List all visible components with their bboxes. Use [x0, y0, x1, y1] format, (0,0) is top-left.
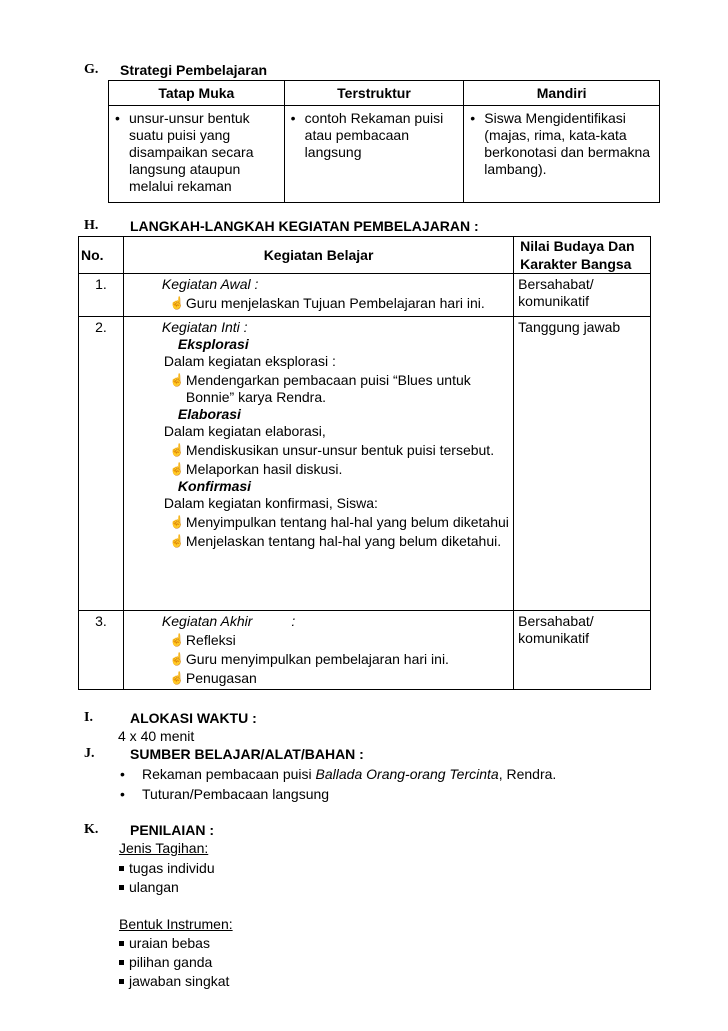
kegiatan-awal-title: Kegiatan Awal : [161, 276, 259, 292]
jenis-tagihan-label: Jenis Tagihan: [119, 840, 209, 856]
cell-text: Siswa Mengidentifikasi (majas, rima, kata-kata berkonotasi dan bermakna lambang). [484, 110, 651, 177]
section-j-title: SUMBER BELAJAR/ALAT/BAHAN : [130, 746, 364, 762]
pointing-hand-icon: ☝ [169, 534, 185, 548]
sub-marker-icon [164, 478, 178, 495]
bullet-icon: • [120, 786, 125, 802]
nilai-cell: Tanggung jawab [514, 317, 651, 611]
sumber-item-suffix: , Rendra. [498, 766, 557, 782]
list-item: Mendengarkan pembacaan puisi “Blues untuk Bonnie” karya Rendra. [185, 372, 471, 405]
header-nilai: Nilai Budaya Dan Karakter Bangsa [514, 237, 651, 274]
nilai-cell: Bersahabat/ komunikatif [514, 611, 651, 690]
cell-terstruktur [284, 106, 464, 203]
section-h-letter: H. [84, 218, 99, 233]
list-item: Menyimpulkan tentang hal-hal yang belum diketahui [185, 514, 509, 530]
table-row [79, 274, 651, 317]
pointing-hand-icon: ☝ [169, 373, 185, 387]
kegiatan-inti-title: Kegiatan Inti : [161, 319, 248, 335]
elaborasi-intro: Dalam kegiatan elaborasi, [163, 423, 326, 439]
list-item-text: uraian bebas [129, 935, 210, 951]
square-bullet-icon [119, 960, 124, 965]
pointing-hand-icon: ☝ [169, 443, 185, 457]
eksplorasi-label: Eksplorasi [177, 336, 249, 352]
kegiatan-akhir-title: Kegiatan Akhir : [161, 613, 296, 629]
pointing-hand-icon: ☝ [169, 671, 185, 685]
konfirmasi-intro: Dalam kegiatan konfirmasi, Siswa: [163, 495, 378, 511]
strategy-table-row [109, 106, 660, 203]
header-mandiri: Mandiri [464, 81, 660, 106]
bullet-icon: • [290, 110, 296, 126]
section-k-title: PENILAIAN : [130, 822, 214, 838]
sumber-item-text: Tuturan/Pembacaan langsung [142, 786, 330, 802]
list-item [119, 860, 215, 876]
list-item: Guru menjelaskan Tujuan Pembelajaran hari ini. [185, 295, 485, 311]
pointing-hand-icon: ☝ [169, 462, 185, 476]
section-g-title: Strategi Pembelajaran [120, 62, 268, 78]
activities-table-header [79, 237, 651, 274]
sub-marker-icon [164, 406, 178, 423]
sumber-item [120, 786, 329, 802]
list-item: Refleksi [185, 632, 236, 648]
list-item: Mendiskusikan unsur-unsur bentuk puisi tersebut. [185, 442, 495, 458]
section-g-letter: G. [84, 62, 99, 77]
table-row [79, 317, 651, 611]
pointing-hand-icon: ☝ [169, 633, 185, 647]
elaborasi-label: Elaborasi [177, 406, 241, 422]
bullet-icon: • [115, 110, 120, 126]
cell-tatap-muka [109, 106, 285, 203]
cell-text: unsur-unsur bentuk suatu puisi yang disampaikan secara langsung ataupun melalui rekaman [129, 110, 254, 194]
sub-marker-icon [164, 336, 178, 353]
table-row [79, 611, 651, 690]
section-j-letter: J. [84, 746, 95, 761]
list-item: Menjelaskan tentang hal-hal yang belum diketahui. [185, 533, 502, 549]
list-item [119, 954, 212, 970]
nilai-cell: Bersahabat/ komunikatif [514, 274, 651, 317]
list-item-text: jawaban singkat [129, 973, 230, 989]
cell-text: contoh Rekaman puisi atau pembacaan langsung [304, 110, 444, 160]
list-item: Guru menyimpulkan pembelajaran hari ini. [185, 651, 449, 667]
list-item: Penugasan [185, 670, 257, 686]
section-k-letter: K. [84, 822, 99, 837]
section-i-title: ALOKASI WAKTU : [130, 710, 257, 726]
row-number: 1. [79, 274, 124, 317]
bentuk-instrumen-label: Bentuk Instrumen: [119, 916, 233, 932]
list-item-text: pilihan ganda [129, 954, 213, 970]
sumber-item-title: Ballada Orang-orang Tercinta [315, 766, 499, 782]
section-h-title: LANGKAH-LANGKAH KEGIATAN PEMBELAJARAN : [130, 218, 479, 234]
square-bullet-icon [119, 885, 124, 890]
list-item [119, 973, 229, 989]
list-item-text: tugas individu [129, 860, 215, 876]
header-kegiatan: Kegiatan Belajar [123, 237, 513, 274]
kegiatan-cell [123, 317, 513, 611]
list-item [119, 935, 210, 951]
square-bullet-icon [119, 979, 124, 984]
square-bullet-icon [119, 866, 124, 871]
pointing-hand-icon: ☝ [169, 296, 185, 310]
header-terstruktur: Terstruktur [284, 81, 464, 106]
kegiatan-cell [123, 611, 513, 690]
list-item-text: ulangan [129, 879, 179, 895]
cell-mandiri [464, 106, 660, 203]
row-number: 3. [79, 611, 124, 690]
sumber-item-prefix: Rekaman pembacaan puisi [142, 766, 316, 782]
pointing-hand-icon: ☝ [169, 515, 185, 529]
row-number: 2. [79, 317, 124, 611]
pointing-hand-icon: ☝ [169, 652, 185, 666]
sumber-item [120, 766, 556, 782]
bullet-icon: • [120, 766, 125, 782]
activities-table [78, 236, 651, 690]
section-i-letter: I. [84, 710, 93, 725]
konfirmasi-label: Konfirmasi [177, 478, 252, 494]
header-no: No. [79, 237, 124, 274]
strategy-table-header [109, 81, 660, 106]
square-bullet-icon [119, 941, 124, 946]
kegiatan-cell [123, 274, 513, 317]
list-item [119, 879, 179, 895]
eksplorasi-intro: Dalam kegiatan eksplorasi : [163, 353, 336, 369]
bullet-icon: • [470, 110, 476, 126]
header-tatap-muka: Tatap Muka [109, 81, 285, 106]
list-item: Melaporkan hasil diskusi. [185, 461, 343, 477]
alokasi-waktu-value: 4 x 40 menit [118, 728, 195, 744]
strategy-table [108, 80, 660, 203]
